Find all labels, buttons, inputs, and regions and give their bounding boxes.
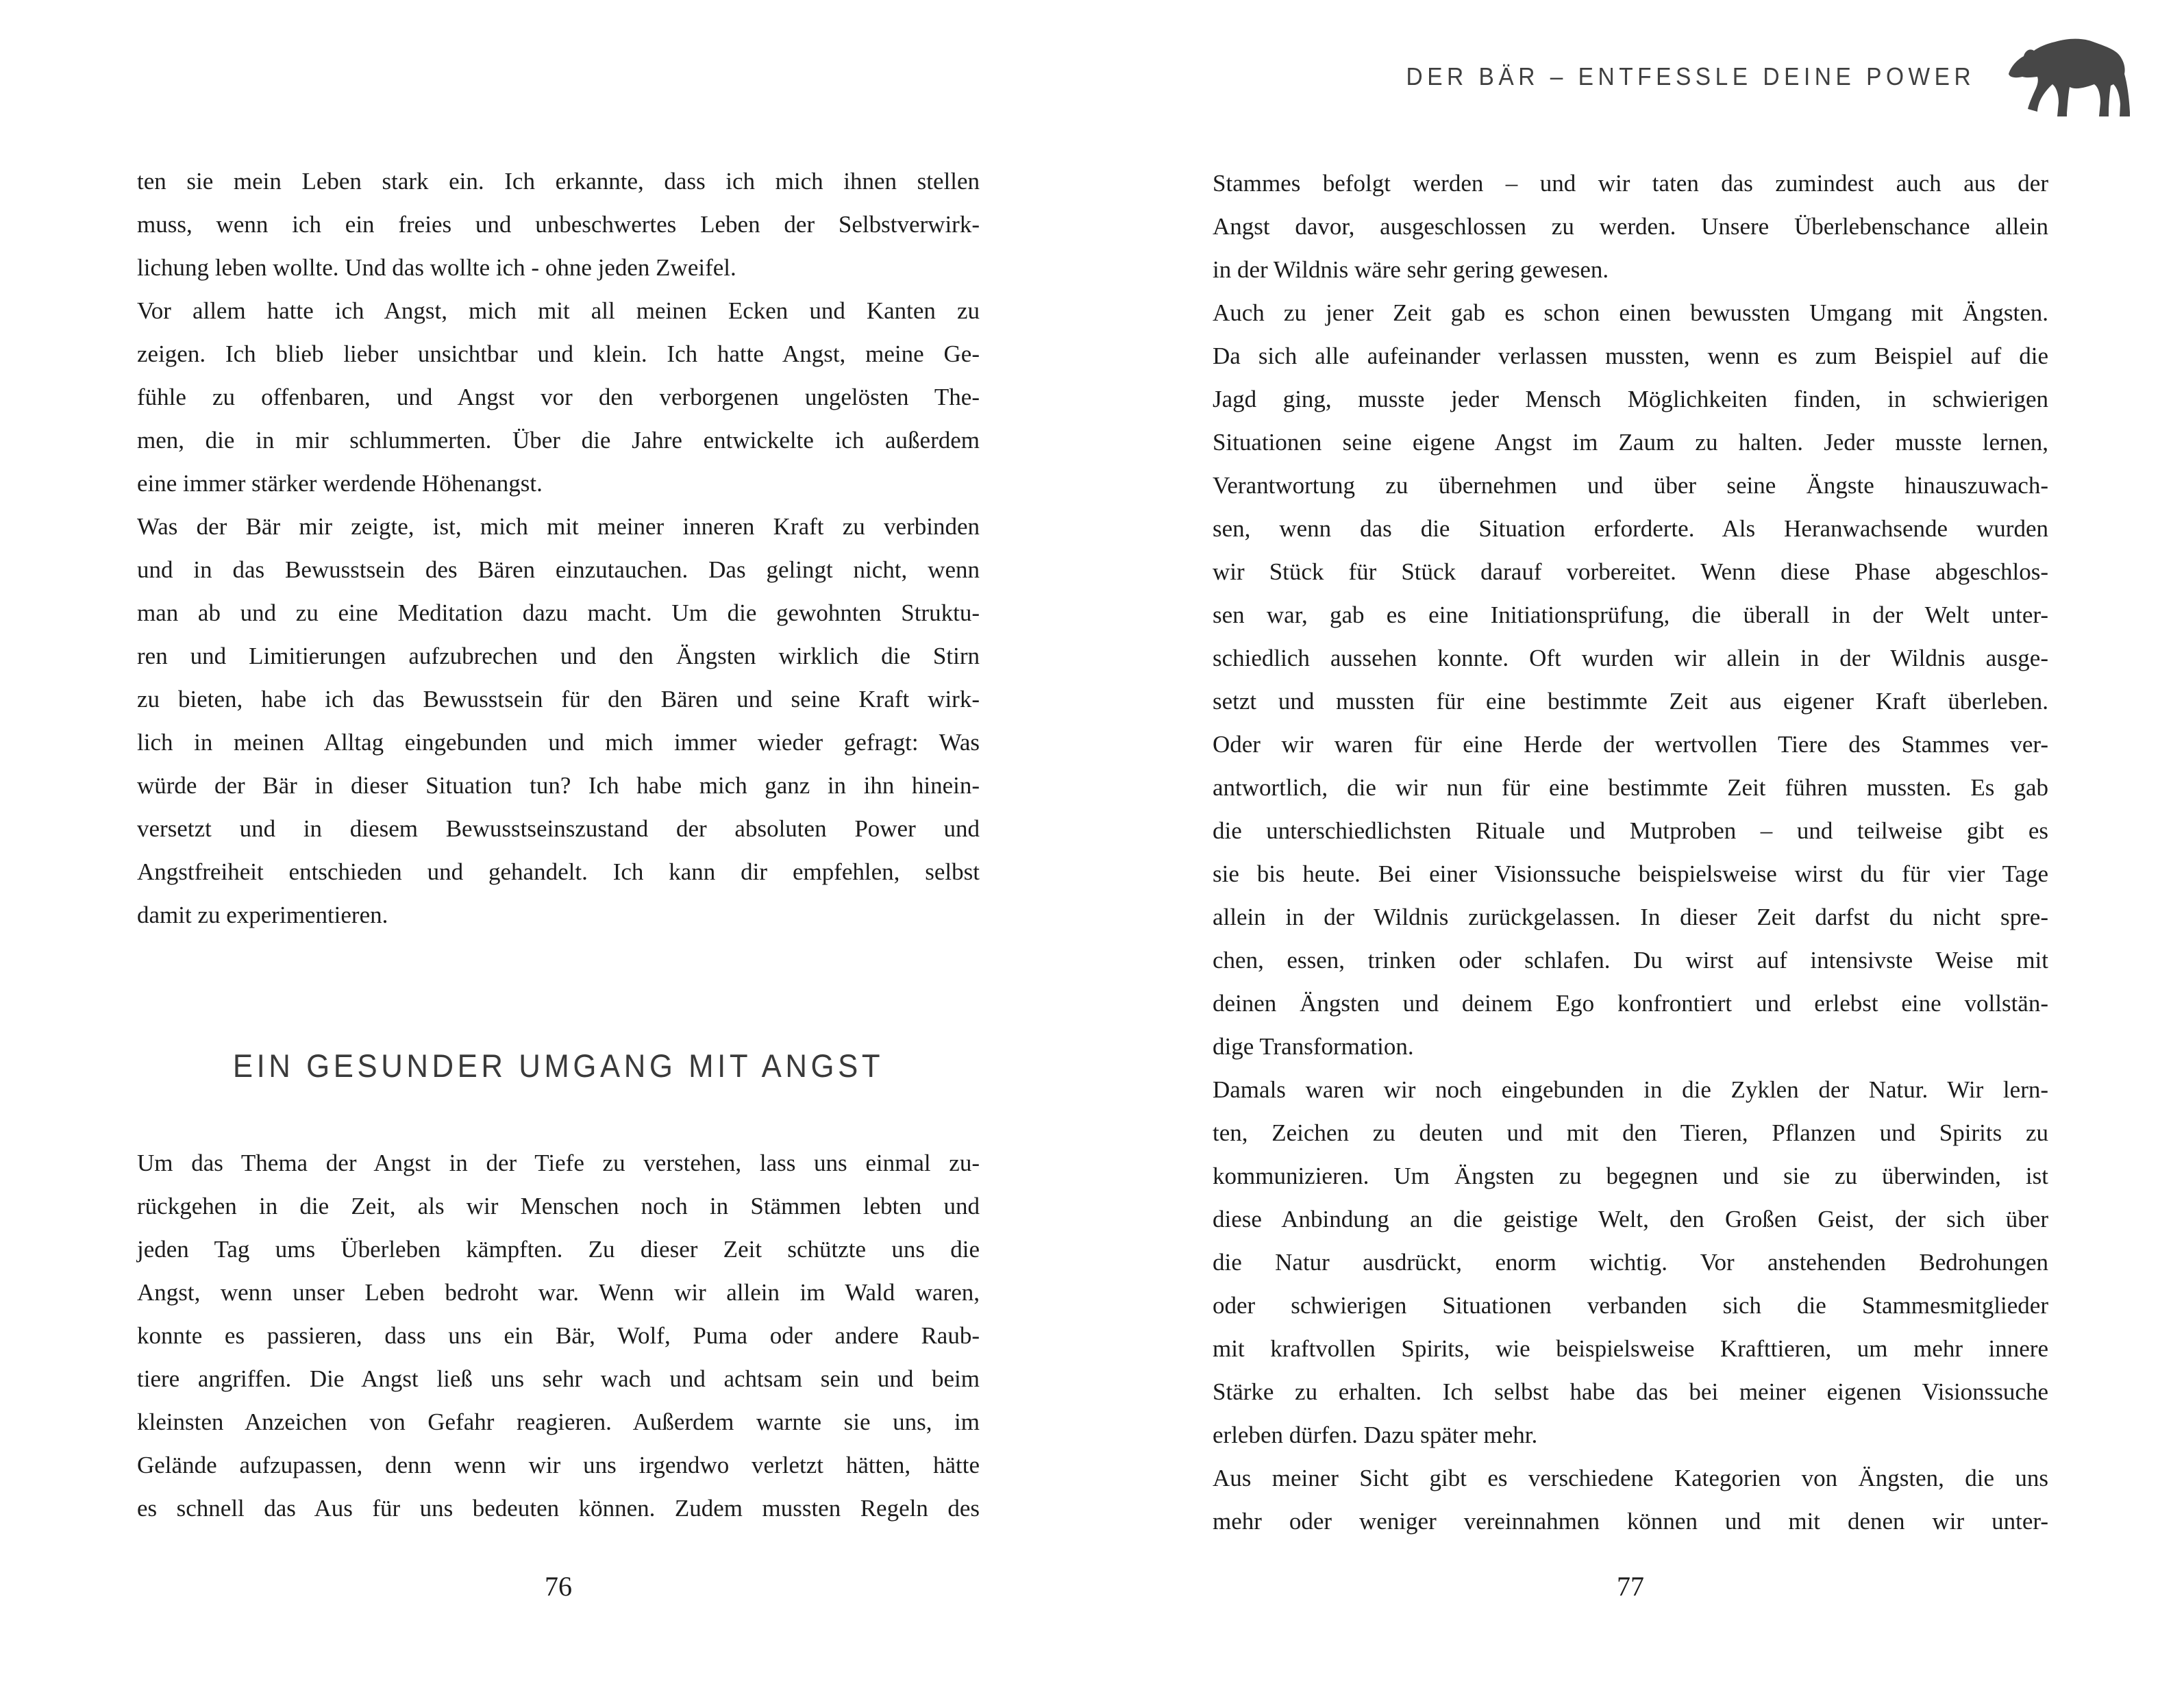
page-right (1092, 0, 2184, 1699)
text-line: jeden Tag ums Überleben kämpften. Zu dieser Zeit schützte uns die (137, 1236, 980, 1263)
text-line: allein in der Wildnis zurückgelassen. In dieser Zeit darfst du nicht spre- (1213, 904, 2048, 930)
text-line: Auch zu jener Zeit gab es schon einen bewussten Umgang mit Ängsten. (1213, 299, 2048, 326)
text-line: wir Stück für Stück darauf vorbereitet. Wenn diese Phase abgeschlos- (1213, 558, 2048, 585)
text-line: muss, wenn ich ein freies und unbeschwertes Leben der Selbstverwirk- (137, 211, 980, 238)
text-line: kommunizieren. Um Ängsten zu begegnen und sie zu überwinden, ist (1213, 1163, 2048, 1189)
text-line: Was der Bär mir zeigte, ist, mich mit meiner inneren Kraft zu verbinden (137, 513, 980, 540)
text-line: Angst davor, ausgeschlossen zu werden. Unsere Überlebenschance allein (1213, 213, 2048, 240)
text-line: Situationen seine eigene Angst im Zaum zu halten. Jeder musste lernen, (1213, 429, 2048, 456)
body-text-bottom (137, 1141, 980, 1530)
text-line: Um das Thema der Angst in der Tiefe zu verstehen, lass uns einmal zu- (137, 1150, 980, 1176)
text-line: die unterschiedlichsten Rituale und Mutproben – und teilweise gibt es (1213, 817, 2048, 844)
text-line: erleben dürfen. Dazu später mehr. (1213, 1422, 1538, 1448)
bear-icon (2006, 37, 2136, 121)
text-line: versetzt und in diesem Bewusstseinszustand der absoluten Power und (137, 815, 980, 842)
text-line: es schnell das Aus für uns bedeuten können. Zudem mussten Regeln des (137, 1495, 980, 1522)
text-line: rückgehen in die Zeit, als wir Menschen noch in Stämmen lebten und (137, 1193, 980, 1219)
body-text-top (137, 160, 980, 937)
text-line: zu bieten, habe ich das Bewusstsein für den Bären und seine Kraft wirk- (137, 686, 980, 712)
text-line: chen, essen, trinken oder schlafen. Du wirst auf intensivste Weise mit (1213, 947, 2048, 973)
text-line: lichung leben wollte. Und das wollte ich - ohne jeden Zweifel. (137, 254, 736, 281)
text-line: schiedlich aussehen konnte. Oft wurden wir allein in der Wildnis ausge- (1213, 645, 2048, 671)
text-line: damit zu experimentieren. (137, 902, 388, 928)
text-line: konnte es passieren, dass uns ein Bär, Wolf, Puma oder andere Raub- (137, 1322, 980, 1349)
text-line: sie bis heute. Bei einer Visionssuche beispielsweise wirst du für vier Tage (1213, 860, 2048, 887)
text-line: men, die in mir schlummerten. Über die Jahre entwickelte ich außerdem (137, 427, 980, 454)
text-line: ren und Limitierungen aufzubrechen und den Ängsten wirklich die Stirn (137, 643, 980, 669)
text-line: diese Anbindung an die geistige Welt, den Großen Geist, der sich über (1213, 1206, 2048, 1232)
text-line: deinen Ängsten und deinem Ego konfrontiert und erlebst eine vollstän- (1213, 990, 2048, 1017)
text-line: sen war, gab es eine Initiationsprüfung, die überall in der Welt unter- (1213, 602, 2048, 628)
text-line: und in das Bewusstsein des Bären einzutauchen. Das gelingt nicht, wenn (137, 556, 980, 583)
text-line: ten sie mein Leben stark ein. Ich erkannte, dass ich mich ihnen stellen (137, 168, 980, 195)
text-line: eine immer stärker werdende Höhenangst. (137, 470, 543, 497)
text-line: Stärke zu erhalten. Ich selbst habe das bei meiner eigenen Visionssuche (1213, 1378, 2048, 1405)
body-text (1213, 162, 2048, 1543)
text-line: Gelände aufzupassen, denn wenn wir uns irgendwo verletzt hätten, hätte (137, 1452, 980, 1478)
text-line: Vor allem hatte ich Angst, mich mit all meinen Ecken und Kanten zu (137, 297, 980, 324)
text-line: zeigen. Ich blieb lieber unsichtbar und klein. Ich hatte Angst, meine Ge- (137, 340, 980, 367)
text-line: sen, wenn das die Situation erforderte. Als Heranwachsende wurden (1213, 515, 2048, 542)
text-line: Oder wir waren für eine Herde der wertvollen Tiere des Stammes ver- (1213, 731, 2048, 758)
text-line: ten, Zeichen zu deuten und mit den Tieren, Pflanzen und Spirits zu (1213, 1119, 2048, 1146)
text-line: dige Transformation. (1213, 1033, 1414, 1060)
text-line: würde der Bär in dieser Situation tun? Ich habe mich ganz in ihn hinein- (137, 772, 980, 799)
text-line: Aus meiner Sicht gibt es verschiedene Kategorien von Ängsten, die uns (1213, 1465, 2048, 1491)
text-line: oder schwierigen Situationen verbanden sich die Stammesmitglieder (1213, 1292, 2048, 1319)
text-line: Stammes befolgt werden – und wir taten das zumindest auch aus der (1213, 170, 2048, 197)
text-line: Damals waren wir noch eingebunden in die Zyklen der Natur. Wir lern- (1213, 1076, 2048, 1103)
text-line: antwortlich, die wir nun für eine bestimmte Zeit führen mussten. Es gab (1213, 774, 2048, 801)
text-line: die Natur ausdrückt, enorm wichtig. Vor anstehenden Bedrohungen (1213, 1249, 2048, 1276)
text-line: man ab und zu eine Meditation dazu macht. Um die gewohnten Struktu- (137, 599, 980, 626)
page-number-right: 77 (1617, 1571, 1644, 1602)
text-line: Angstfreiheit entschieden und gehandelt. Ich kann dir empfehlen, selbst (137, 858, 980, 885)
text-line: setzt und mussten für eine bestimmte Zeit aus eigener Kraft überleben. (1213, 688, 2048, 715)
text-line: Verantwortung zu übernehmen und über seine Ängste hinauszuwach- (1213, 472, 2048, 499)
text-line: lich in meinen Alltag eingebunden und mich immer wieder gefragt: Was (137, 729, 980, 756)
running-header-title: DER BÄR – ENTFESSLE DEINE POWER (1406, 62, 1975, 90)
text-line: tiere angriffen. Die Angst ließ uns sehr wach und achtsam sein und beim (137, 1365, 980, 1392)
text-line: mehr oder weniger vereinnahmen können und mit denen wir unter- (1213, 1508, 2048, 1535)
text-line: in der Wildnis wäre sehr gering gewesen. (1213, 256, 1609, 283)
text-line: fühle zu offenbaren, und Angst vor den verborgenen ungelösten The- (137, 384, 980, 410)
text-line: kleinsten Anzeichen von Gefahr reagieren. Außerdem warnte sie uns, im (137, 1409, 980, 1435)
page-number-left: 76 (545, 1571, 572, 1602)
text-line: mit kraftvollen Spirits, wie beispielsweise Krafttieren, um mehr innere (1213, 1335, 2048, 1362)
text-line: Angst, wenn unser Leben bedroht war. Wenn wir allein im Wald waren, (137, 1279, 980, 1306)
section-heading: EIN GESUNDER UMGANG MIT ANGST (232, 1047, 884, 1084)
text-line: Da sich alle aufeinander verlassen mussten, wenn es zum Beispiel auf die (1213, 343, 2048, 369)
text-line: Jagd ging, musste jeder Mensch Möglichkeiten finden, in schwierigen (1213, 386, 2048, 412)
